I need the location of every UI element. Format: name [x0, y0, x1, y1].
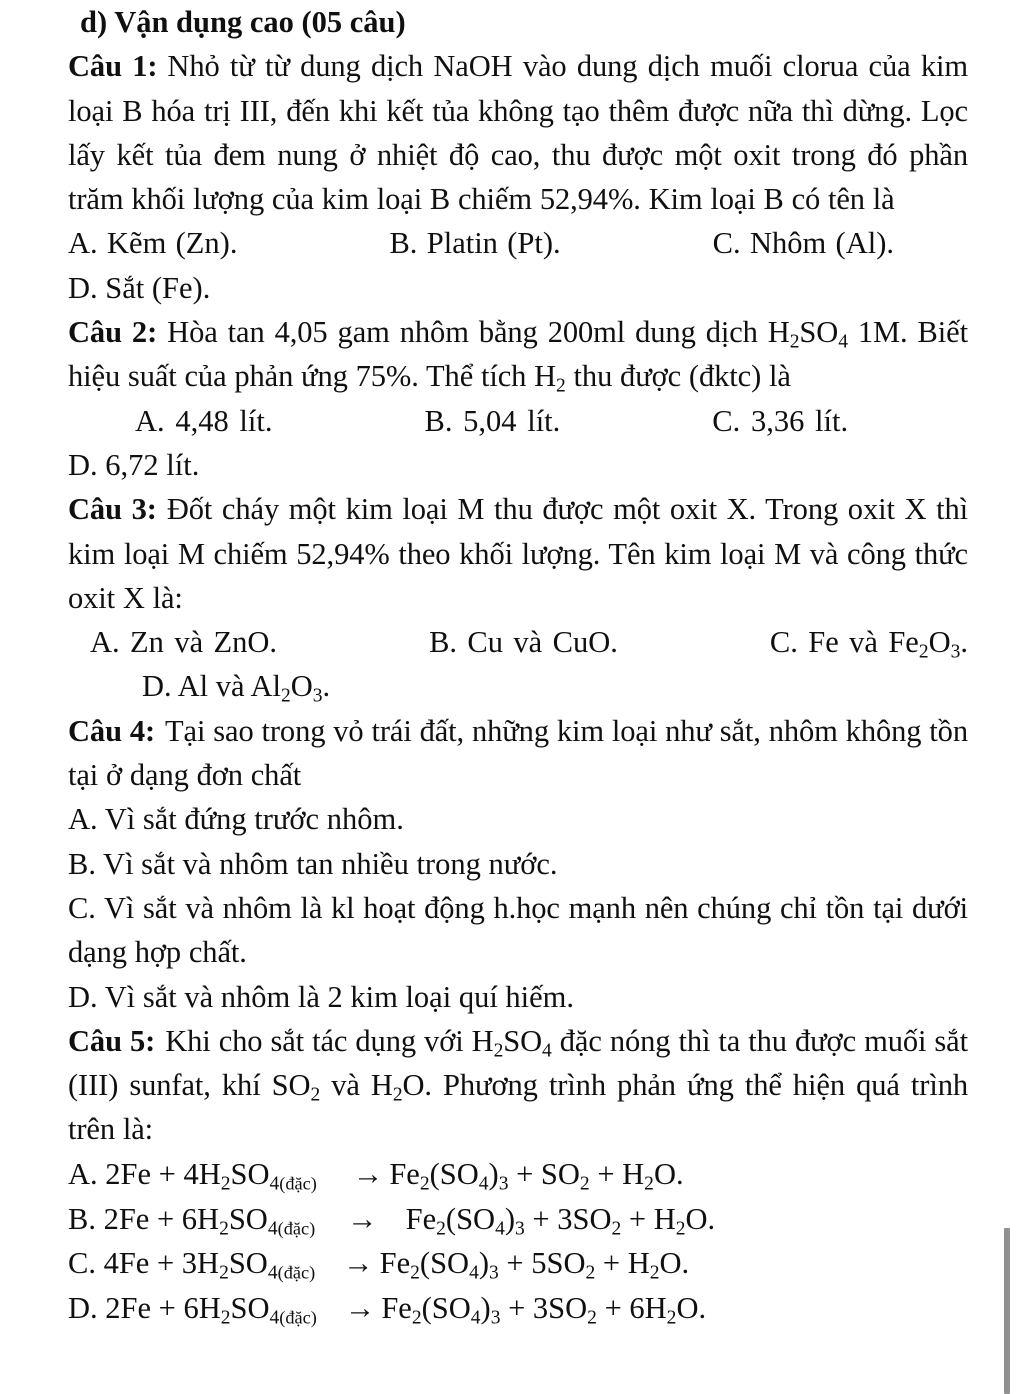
option-5a-right6: O.	[653, 1156, 684, 1191]
option-5b-right-sub3: 3	[515, 1217, 525, 1239]
scrollbar-thumb[interactable]	[1004, 1228, 1010, 1394]
option-5c-equation[interactable]	[68, 1241, 968, 1286]
option-5d-right4: + 3SO	[500, 1291, 588, 1326]
option-1c[interactable]	[713, 226, 894, 260]
option-5b-right-sub2: 4	[495, 1217, 505, 1239]
option-4b-key: B.	[68, 846, 96, 881]
question-2-options	[68, 399, 968, 488]
option-5d-right5: + 6H	[596, 1291, 667, 1326]
option-3c-sub1: 2	[918, 641, 929, 663]
option-5a-left-so: SO	[230, 1156, 270, 1191]
question-5-text-part2: SO	[503, 1023, 543, 1058]
question-5-text-part5: O. Phương trình phản ứng thể hiện quá trình trên là:	[68, 1068, 968, 1147]
option-5b-right-sub4: 2	[611, 1217, 622, 1239]
option-5b-right2: (SO	[445, 1201, 496, 1236]
question-2-sub2: 4	[838, 331, 848, 353]
option-2c-key: C.	[712, 403, 741, 438]
option-4d-key: D.	[68, 979, 98, 1014]
option-3a-key: A.	[90, 625, 120, 660]
question-2-label: Câu 2:	[68, 315, 158, 350]
option-1d-text: Sắt (Fe).	[105, 270, 211, 305]
question-5-sub1: 2	[493, 1040, 504, 1062]
option-2b[interactable]	[424, 404, 560, 438]
question-2-sub3: 2	[556, 375, 566, 397]
option-5b-right-sub1: 2	[436, 1217, 446, 1239]
option-5a-right2: (SO	[429, 1156, 479, 1191]
option-4a[interactable]	[68, 797, 968, 841]
option-5b-right4: + 3SO	[524, 1201, 612, 1236]
option-1b-text: Platin (Pt).	[426, 226, 561, 261]
option-2d[interactable]	[68, 448, 199, 482]
option-5b-left: 2Fe + 6H	[103, 1201, 220, 1236]
option-5c-right-sub5: 2	[649, 1262, 660, 1284]
option-4c[interactable]	[68, 886, 968, 975]
option-5d-left-sub1: 2	[220, 1307, 231, 1329]
option-3b-key: B.	[429, 625, 458, 660]
option-5d-right1: Fe	[381, 1291, 412, 1326]
option-5d-equation[interactable]	[68, 1286, 968, 1331]
question-4-stem	[68, 709, 968, 798]
option-5c-right-sub1: 2	[410, 1262, 420, 1284]
option-4c-key: C.	[68, 890, 96, 925]
option-5b-arrow: →	[347, 1201, 378, 1236]
option-5b-right6: O.	[685, 1201, 716, 1236]
option-3c[interactable]: C. Fe và $Fe_2O_3$.	[769, 625, 969, 663]
question-5-text-part1: Khi cho sắt tác dụng với H	[165, 1023, 494, 1058]
option-5d-right-sub3: 3	[490, 1307, 501, 1329]
option-5b-right5: + H	[621, 1201, 676, 1236]
option-1d[interactable]	[68, 271, 210, 305]
option-5a-left-sub1: 2	[220, 1173, 231, 1195]
option-1a-text: Kẽm (Zn).	[107, 226, 238, 261]
question-2-stem	[68, 310, 968, 399]
option-2b-text: 5,04 lít.	[463, 403, 561, 438]
option-2d-text: 6,72 lít.	[105, 447, 200, 482]
option-3c-sub2: 3	[950, 641, 961, 663]
option-5a-right-sub4: 2	[579, 1173, 590, 1195]
option-4a-key: A.	[68, 802, 98, 837]
option-2a-text: 4,48 lít.	[175, 403, 273, 438]
option-5b-condition: (đặc)	[277, 1218, 316, 1238]
option-1d-key: D.	[68, 270, 98, 305]
option-5d-right-sub1: 2	[411, 1307, 422, 1329]
option-5d-right-sub5: 2	[666, 1307, 677, 1329]
option-2a-key: A.	[135, 403, 165, 438]
option-5c-left-sub2: 4	[267, 1262, 278, 1284]
option-5c-right2: (SO	[419, 1246, 470, 1281]
option-5b-left-sub2: 4	[267, 1217, 278, 1239]
question-4-label: Câu 4:	[68, 713, 156, 748]
question-1-text: Nhỏ từ từ dung dịch NaOH vào dung dịch muối clorua của kim loại B hóa trị III, đến khi kết tủa không tạo thêm được nữa thì dừng. Lọc lấy kết tủa đem nung ở nhiệt độ cao, thu được một oxit trong đó phần trăm khối lượng của kim loại B chiếm 52,94%. Kim loại B có tên là	[68, 49, 968, 217]
option-5a-right5: + H	[589, 1156, 645, 1191]
option-5c-right-sub3: 3	[489, 1262, 499, 1284]
option-5c-left-sub1: 2	[219, 1262, 229, 1284]
option-4d-text: Vì sắt và nhôm là 2 kim loại quí hiếm.	[104, 979, 575, 1014]
option-5c-right4: + 5SO	[498, 1246, 586, 1281]
option-5a-condition: (đặc)	[279, 1173, 317, 1194]
option-2c[interactable]	[712, 404, 848, 438]
question-5-sub4: 2	[392, 1084, 403, 1106]
option-5b-right1: Fe	[405, 1201, 437, 1236]
option-5b-right-sub5: 2	[675, 1217, 686, 1239]
option-5a-left-sub2: 4	[269, 1173, 280, 1195]
option-2c-text: 3,36 lít.	[750, 403, 849, 438]
option-2b-key: B.	[424, 403, 453, 438]
option-3d-sub1: 2	[280, 685, 291, 707]
option-5b-right3: )	[504, 1201, 516, 1236]
option-5d-left-sub2: 4	[269, 1307, 280, 1329]
option-5b-key: B.	[68, 1201, 96, 1236]
option-5d-arrow: →	[344, 1291, 376, 1326]
question-3-options	[68, 620, 968, 709]
option-5c-right-sub4: 2	[585, 1262, 596, 1284]
option-3c-key: C.	[769, 625, 798, 660]
option-4d[interactable]	[68, 975, 968, 1019]
option-3d[interactable]: D. Al và $Al_2O_3$.	[142, 669, 331, 707]
option-5c-condition: (đặc)	[277, 1262, 316, 1283]
question-3-label: Câu 3:	[68, 492, 157, 527]
option-5c-arrow: →	[343, 1246, 374, 1281]
option-5c-right-sub2: 4	[469, 1262, 479, 1284]
option-1b-key: B.	[389, 226, 418, 261]
option-3a[interactable]: A. Zn và ZnO.	[90, 625, 278, 660]
option-5d-right2: (SO	[421, 1291, 471, 1326]
option-1c-text: Nhôm (Al).	[749, 226, 894, 261]
question-2-text-part4: thu được (đktc) là	[565, 359, 791, 394]
option-5c-right6: O.	[659, 1246, 690, 1281]
option-2a[interactable]	[135, 404, 272, 438]
question-1-label: Câu 1:	[68, 49, 158, 84]
option-5b-equation[interactable]	[68, 1197, 968, 1242]
option-1b[interactable]	[389, 226, 560, 260]
question-3-stem	[68, 487, 968, 620]
option-5a-right1: Fe	[389, 1156, 420, 1191]
question-5-sub2: 4	[542, 1040, 552, 1062]
option-5c-key: C.	[68, 1246, 96, 1281]
question-5-sub3: 2	[310, 1084, 321, 1106]
option-5d-right3: )	[480, 1291, 491, 1326]
question-1-stem	[68, 44, 968, 221]
option-5d-right6: O.	[676, 1291, 707, 1326]
option-5c-right5: + H	[595, 1246, 650, 1281]
option-2d-key: D.	[68, 447, 98, 482]
option-4c-text: Vì sắt và nhôm là kl hoạt động h.học mạnh nên chúng chỉ tồn tại dưới dạng hợp chất.	[68, 890, 968, 970]
option-5d-right-sub2: 4	[470, 1307, 481, 1329]
question-2-text-part1: Hòa tan 4,05 gam nhôm bằng 200ml dung dịch H	[167, 315, 790, 350]
option-5d-key: D.	[68, 1291, 98, 1326]
exam-page	[68, 0, 968, 1394]
option-4b[interactable]	[68, 842, 968, 886]
option-5a-right3: )	[488, 1156, 499, 1191]
option-1c-key: C.	[712, 226, 741, 261]
option-1a[interactable]	[68, 226, 237, 260]
question-4-text: Tại sao trong vỏ trái đất, những kim loại như sắt, nhôm không tồn tại ở dạng đơn chất	[68, 713, 968, 793]
option-5a-right-sub1: 2	[419, 1173, 430, 1195]
option-5a-right-sub2: 4	[478, 1173, 489, 1195]
question-5-label: Câu 5:	[68, 1023, 156, 1058]
option-5c-right3: )	[478, 1246, 490, 1281]
question-2-text-part3: 1M. Biết hiệu suất của phản ứng 75%. Thể tích H	[68, 315, 968, 394]
option-5a-right-sub3: 3	[498, 1173, 509, 1195]
option-5d-right-sub4: 2	[587, 1307, 597, 1329]
option-5a-key: A.	[68, 1156, 98, 1191]
option-5c-left: 4Fe + 3H	[103, 1246, 220, 1281]
option-5b-left-sub1: 2	[219, 1217, 229, 1239]
option-5c-left-so: SO	[228, 1246, 268, 1281]
option-4b-text: Vì sắt và nhôm tan nhiều trong nước.	[103, 846, 558, 881]
option-3d-sub2: 3	[312, 685, 323, 707]
question-3-text: Đốt cháy một kim loại M thu được một oxit X. Trong oxit X thì kim loại M chiếm 52,94% theo khối lượng. Tên kim loại M và công thức oxit X là:	[68, 492, 968, 615]
option-5a-right-sub5: 2	[644, 1173, 654, 1195]
section-heading: d) Vận dụng cao (05 câu)	[80, 5, 406, 39]
option-3b[interactable]: B. Cu và CuO.	[429, 625, 618, 660]
question-2-text-part2: SO	[799, 315, 839, 350]
option-3d-key: D.	[142, 669, 172, 704]
option-5c-right1: Fe	[379, 1246, 411, 1281]
question-5-stem	[68, 1019, 968, 1152]
option-1a-key: A.	[68, 226, 98, 261]
option-5a-right4: + SO	[508, 1156, 580, 1191]
option-5a-arrow: →	[352, 1156, 384, 1191]
question-2-sub1: 2	[789, 331, 800, 353]
question-5-text-part3: đặc nóng thì ta thu được muối sắt (III) sunfat, khí SO	[68, 1023, 968, 1103]
option-5b-left-so: SO	[228, 1201, 268, 1236]
option-4a-text: Vì sắt đứng trước nhôm.	[104, 802, 404, 837]
question-1-options	[68, 221, 968, 310]
option-5d-left-so: SO	[230, 1291, 270, 1326]
option-5a-equation[interactable]	[68, 1152, 968, 1197]
option-5d-left: 2Fe + 6H	[105, 1291, 221, 1326]
option-5a-left: 2Fe + 4H	[105, 1156, 221, 1191]
option-5d-condition: (đặc)	[279, 1307, 317, 1328]
question-5-text-part4: và H	[320, 1068, 393, 1103]
